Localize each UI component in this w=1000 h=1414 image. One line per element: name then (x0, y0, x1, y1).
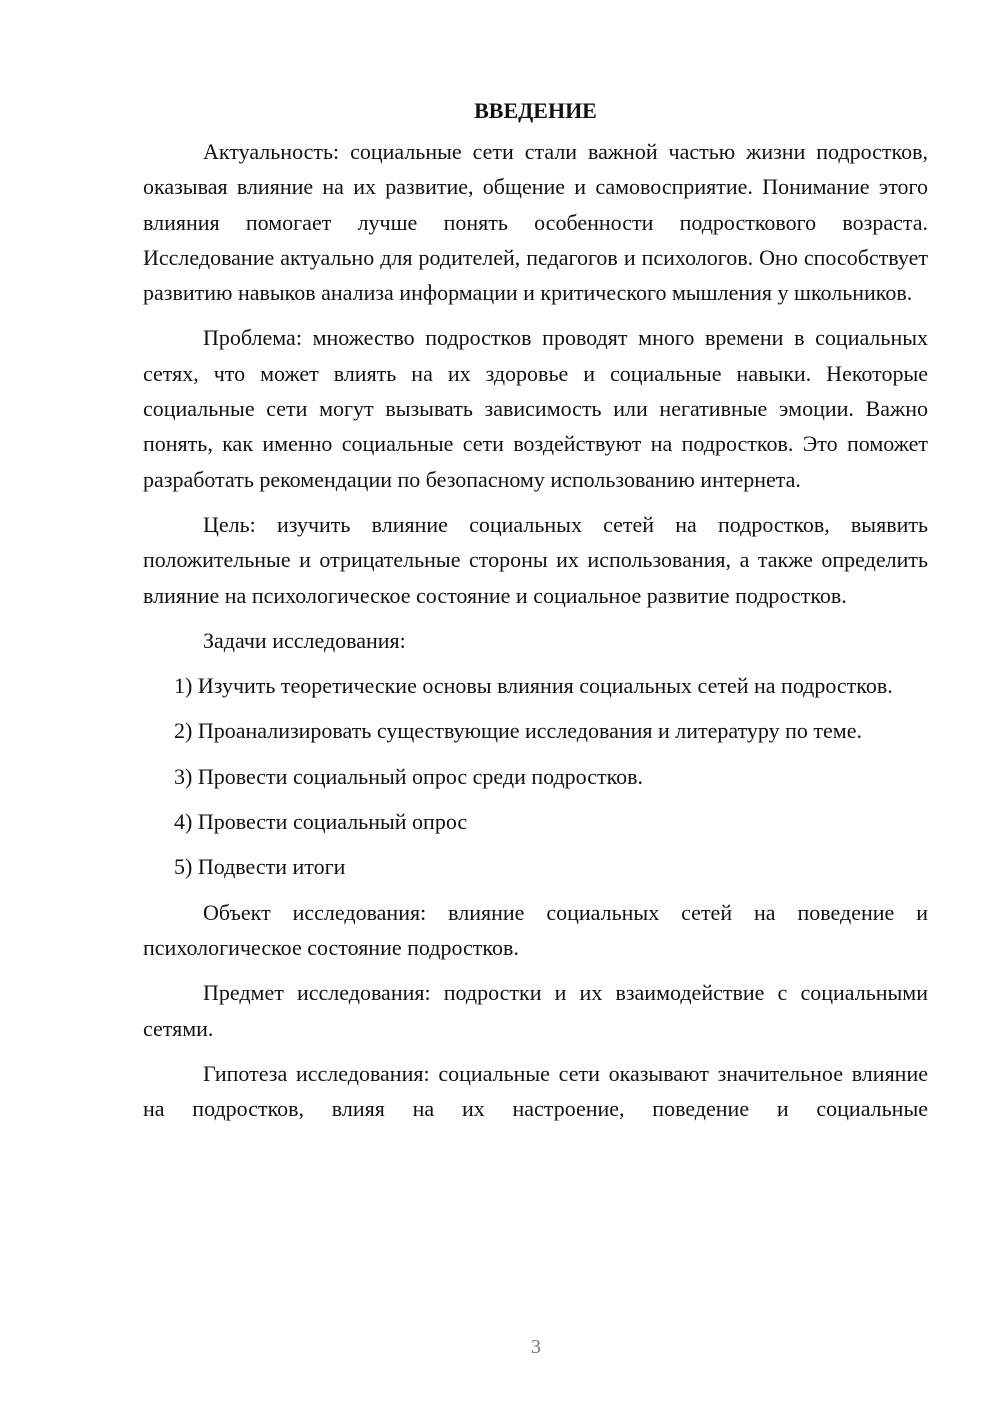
goal-paragraph: Цель: изучить влияние социальных сетей на подростков, выявить положительные и отрицательные стороны их использования, а также определить влияние на психологическое состояние и социальное развитие подростков. (143, 511, 928, 608)
task-item: 5) Подвести итоги (174, 854, 346, 880)
task-item: 4) Провести социальный опрос (174, 809, 468, 835)
page-title: ВВЕДЕНИЕ (474, 98, 597, 123)
hypothesis-paragraph: Гипотеза исследования: социальные сети оказывают значительное влияние на подростков, влияя на их настроение, поведение и социальные (143, 1060, 928, 1122)
page-number: 3 (531, 1336, 541, 1358)
problem-paragraph: Проблема: множество подростков проводят много времени в социальных сетях, что может влиять на их здоровье и социальные навыки. Некоторые социальные сети могут вызывать зависимость или негативные эмоции. Важно понять, как именно социальные сети воздействуют на подростков. Это поможет разработать рекомендации по безопасному использованию интернета. (143, 325, 928, 492)
task-item: 2) Проанализировать существующие исследования и литературу по теме. (174, 718, 862, 744)
task-item: 1) Изучить теоретические основы влияния социальных сетей на подростков. (174, 673, 893, 699)
relevance-paragraph: Актуальность: социальные сети стали важной частью жизни подростков, оказывая влияние на их развитие, общение и самовосприятие. Понимание этого влияния помогает лучше понять особенности подросткового возраста. Исследование актуально для родителей, педагогов и психологов. Оно способствует развитию навыков анализа информации и критического мышления у школьников. (143, 139, 928, 306)
subject-paragraph: Предмет исследования: подростки и их взаимодействие с социальными сетями. (143, 980, 928, 1041)
object-paragraph: Объект исследования: влияние социальных сетей на поведение и психологическое состояние подростков. (143, 899, 928, 960)
page-content (143, 92, 928, 1136)
task-item: 3) Провести социальный опрос среди подростков. (174, 763, 644, 789)
tasks-heading: Задачи исследования: (203, 627, 406, 653)
